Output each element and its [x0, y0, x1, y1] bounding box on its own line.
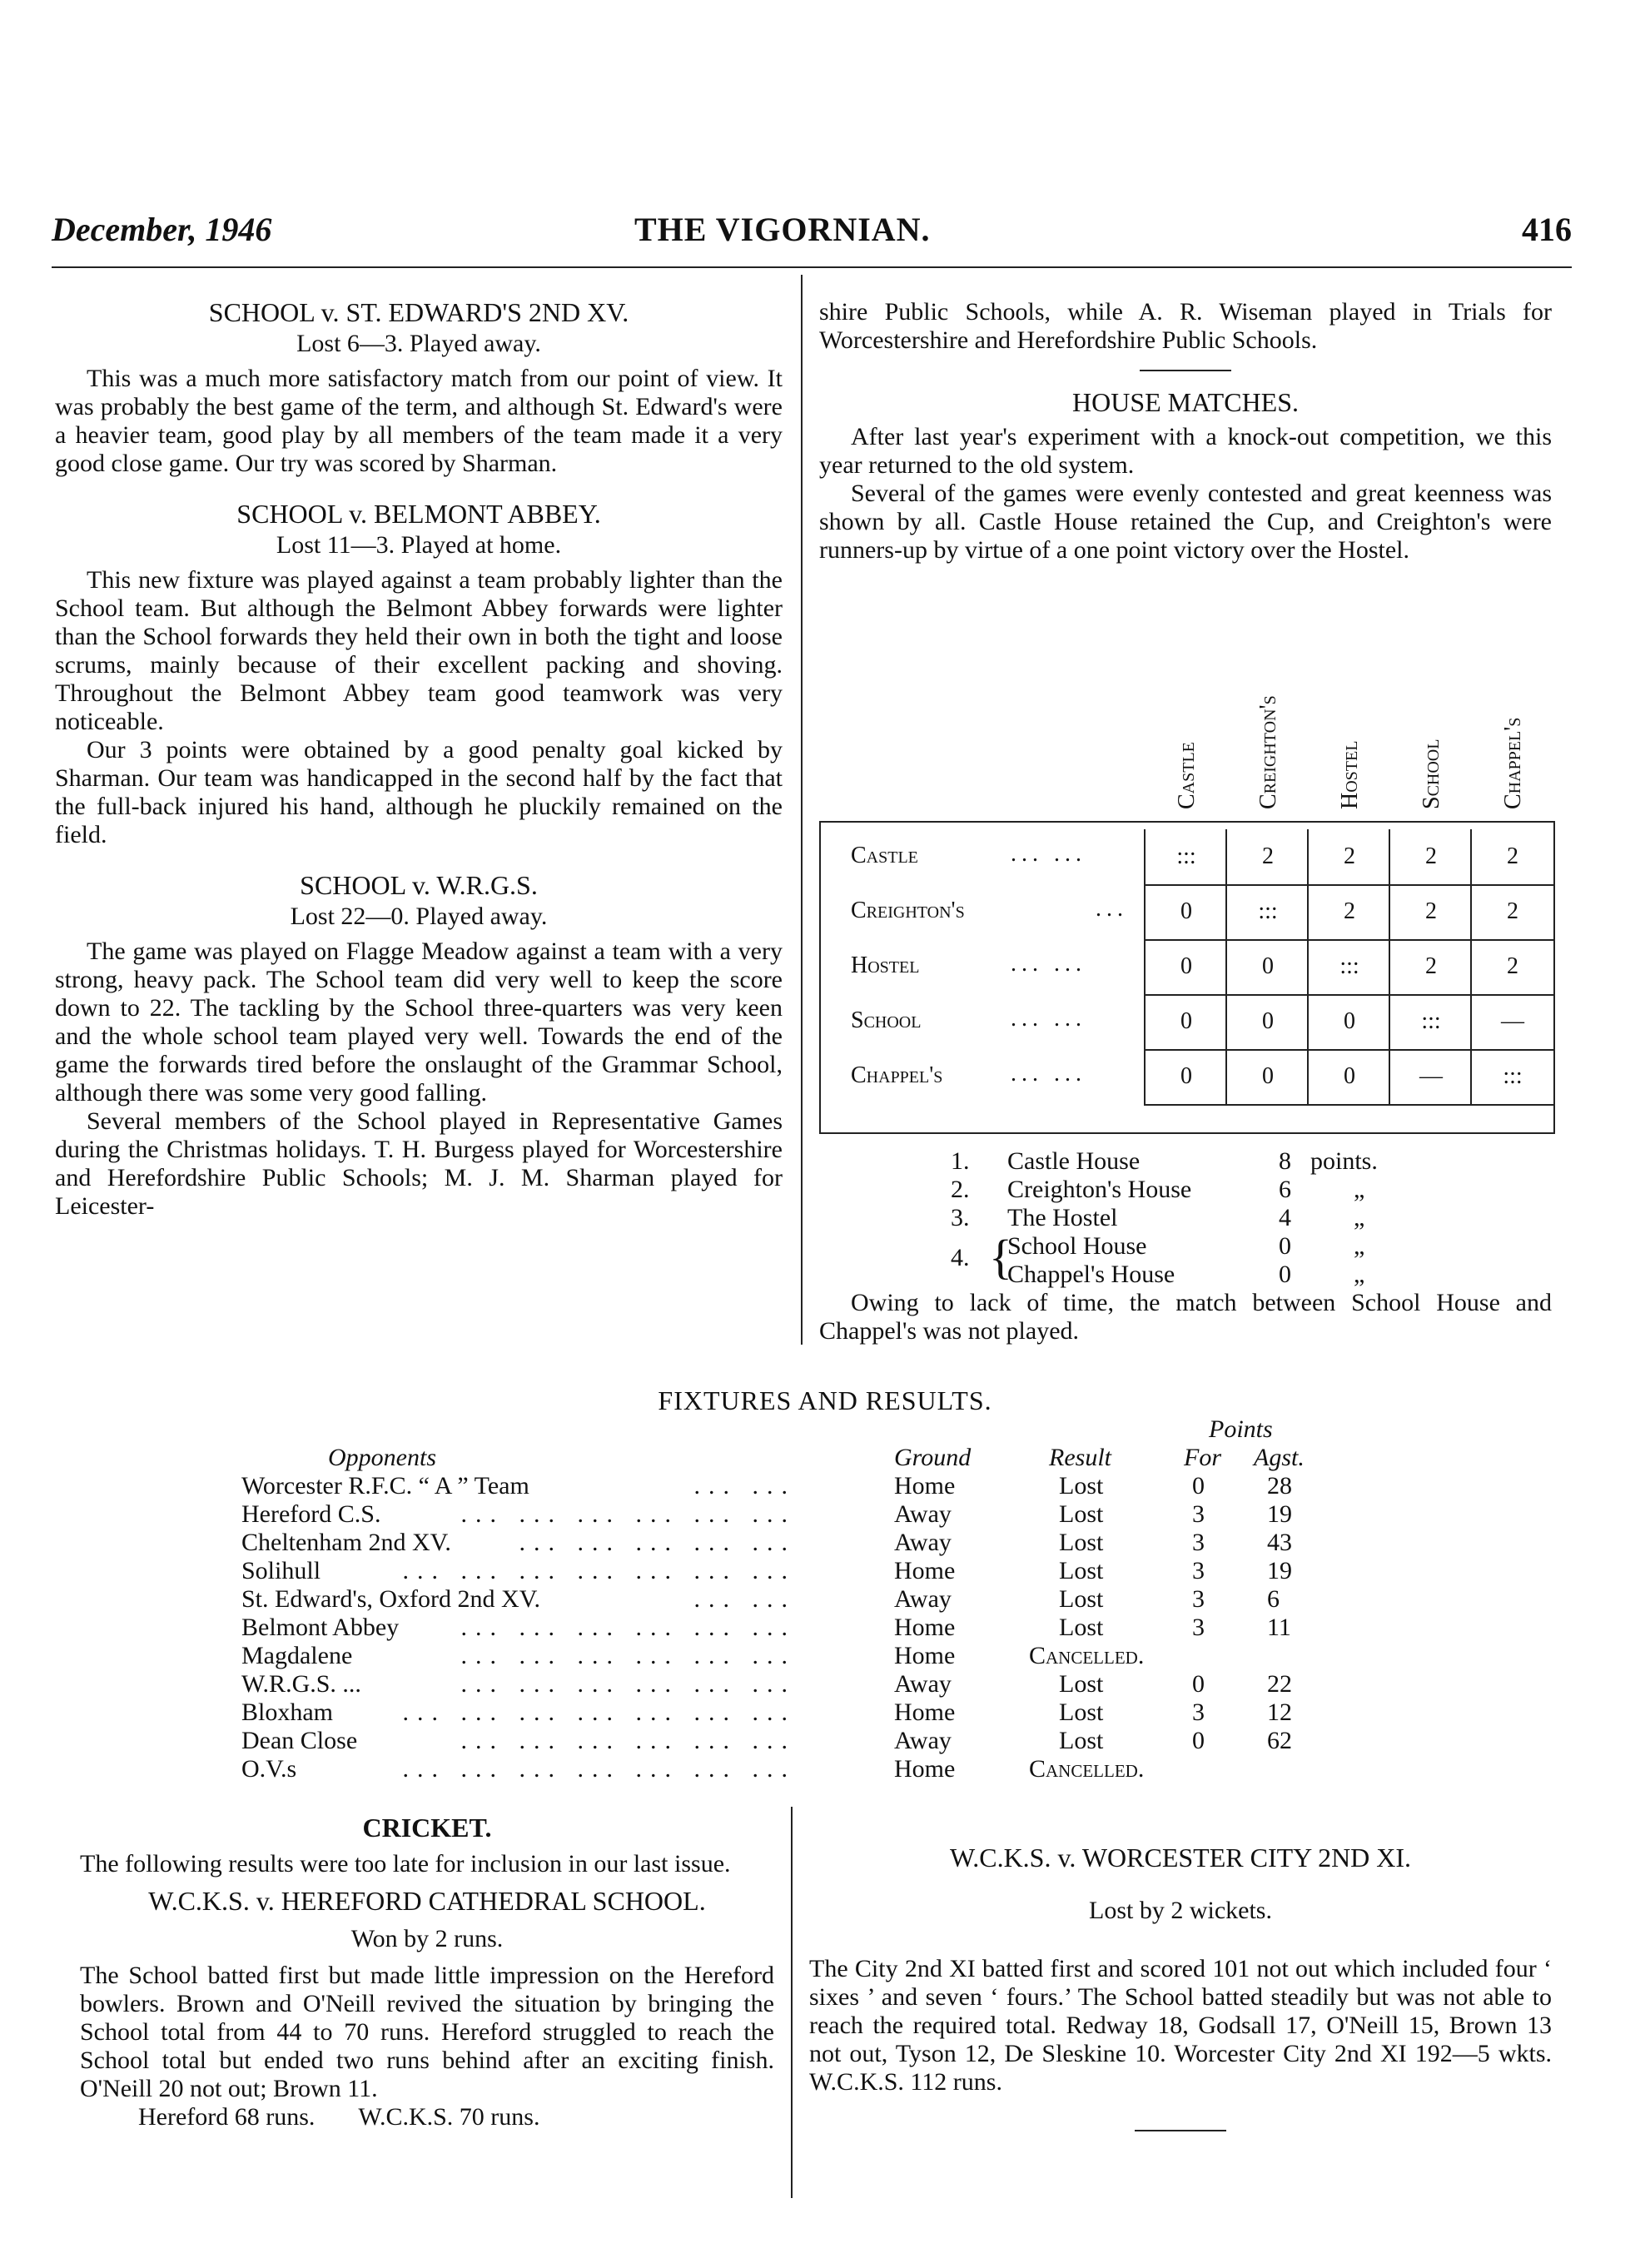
leader-dots: ... ... [1011, 951, 1086, 977]
fixture-points-against: 62 [1267, 1727, 1292, 1754]
fixture-ground: Home [894, 1755, 956, 1783]
house-score-cell: 2 [1389, 884, 1472, 941]
fixture-ground: Away [894, 1727, 952, 1754]
house-score-cell: — [1389, 1049, 1472, 1106]
house-score-cell: 2 [1470, 829, 1553, 886]
page-header [52, 210, 1572, 260]
leader-dots: ... ... ... ... ... ... ... [402, 1699, 796, 1726]
house-score-cell: — [1470, 994, 1553, 1051]
fixture-ground: Home [894, 1699, 956, 1726]
house-row [821, 1049, 1553, 1104]
fixture-points-for: 0 [1192, 1670, 1205, 1698]
fixture-row [241, 1614, 1340, 1642]
fixture-result: Lost [1059, 1699, 1104, 1726]
cricket-match-result: Won by 2 runs. [350, 1925, 504, 1952]
fixture-ground: Home [894, 1614, 956, 1641]
standing-pos: 4. [951, 1244, 970, 1271]
house-note [819, 1289, 1552, 1345]
fixture-points-for: 0 [1192, 1472, 1205, 1500]
fixture-result: Lost [1059, 1472, 1104, 1500]
fixture-points-for: 3 [1192, 1699, 1205, 1726]
standing-points: 0 [1279, 1232, 1291, 1260]
cricket-intro: The following results were too late for inclusion in our last issue. [80, 1850, 731, 1878]
header-result: Result [1049, 1444, 1111, 1471]
leader-dots: ... ... ... ... ... ... ... [402, 1755, 796, 1783]
fixture-ground: Away [894, 1670, 952, 1698]
fixtures-header-row [241, 1444, 1340, 1472]
fixture-result: Lost [1059, 1585, 1104, 1613]
fixture-row [241, 1585, 1340, 1614]
fixture-points-against: 22 [1267, 1670, 1292, 1698]
fixture-opponent: St. Edward's, Oxford 2nd XV. [241, 1585, 541, 1613]
fixture-row [241, 1670, 1340, 1699]
cricket-right [809, 1843, 1552, 2131]
house-note-text: Owing to lack of time, the match between School House and Chappel's was not played. [819, 1289, 1552, 1345]
fixture-result: Cancelled. [1029, 1755, 1145, 1783]
standing-unit: „ [1354, 1232, 1365, 1260]
fixture-result: Lost [1059, 1614, 1104, 1641]
match-report: This new fixture was played against a team probably lighter than the School team. But although the Belmont Abbey forwards were lighter than the School forwards they held their own in both the tight and loose scrums, mainly because of their excellent packing and shoving. Throughout the Belmont Abbey team good teamwork was very noticeable. [55, 566, 783, 735]
header-ground: Ground [894, 1444, 972, 1471]
fixture-points-for: 3 [1192, 1500, 1205, 1528]
leader-dots: ... ... [1011, 841, 1086, 867]
fixture-result: Lost [1059, 1529, 1104, 1556]
standing-pos: 2. [951, 1176, 970, 1203]
match-result: Lost 11—3. Played at home. [276, 531, 562, 559]
cricket-match-report: The School batted first but made little impression on the Hereford bowlers. Brown and O'Neill revived the situation by bringing the School total from 44 to 70 runs. Hereford struggled to reach the School total but ended two runs behind after an exciting finish. O'Neill 20 not out; Brown 11. [80, 1962, 774, 2102]
leader-dots: ... ... ... ... ... ... [460, 1500, 796, 1528]
cricket-match-title: W.C.K.S. v. HEREFORD CATHEDRAL SCHOOL. [148, 1886, 706, 1916]
house-score-cell: 2 [1470, 939, 1553, 996]
house-score-cell: 0 [1307, 1049, 1390, 1106]
standing-points: 0 [1279, 1261, 1291, 1288]
fixture-row [241, 1472, 1340, 1500]
fixture-row [241, 1755, 1340, 1783]
house-score-cell: ::: [1470, 1049, 1553, 1106]
match-report: This was a much more satisfactory match from our point of view. It was probably the best game of the term, and although St. Edward's were a heavier team, good play by all members of the team made it a very good close game. Our try was scored by Sharman. [55, 365, 783, 477]
fixture-result: Lost [1059, 1500, 1104, 1528]
fixture-result: Lost [1059, 1670, 1104, 1698]
match-report: Our 3 points were obtained by a good penalty goal kicked by Sharman. Our team was handicapped in the second half by the fact that the full-back injured his hand, although he pluckily remained on the field. [55, 736, 783, 848]
fixture-row [241, 1529, 1340, 1557]
house-row [821, 884, 1553, 939]
points-label: Points [1209, 1415, 1273, 1443]
fixture-opponent: Cheltenham 2nd XV. [241, 1529, 451, 1556]
leader-dots: ... ... [1011, 1061, 1086, 1087]
header-opponents: Opponents [328, 1444, 436, 1471]
fixture-ground: Home [894, 1557, 956, 1584]
house-score-cell: 0 [1144, 939, 1227, 996]
fixture-ground: Home [894, 1642, 956, 1669]
fixture-opponent: W.R.G.S. ... [241, 1670, 361, 1698]
match-result: Lost 6—3. Played away. [296, 330, 541, 357]
fixture-opponent: Hereford C.S. [241, 1500, 381, 1528]
fixture-points-against: 6 [1267, 1585, 1280, 1613]
standing-pos: 1. [951, 1147, 970, 1175]
standing-unit: „ [1354, 1261, 1365, 1288]
standing-pos: 3. [951, 1204, 970, 1231]
leader-dots: ... ... ... ... ... ... [460, 1727, 796, 1754]
fixture-row [241, 1557, 1340, 1585]
col-header-castle: Castle [1174, 742, 1200, 809]
house-score-cell: 0 [1144, 884, 1227, 941]
leader-dots: ... ... [693, 1472, 796, 1500]
header-for: For [1184, 1444, 1221, 1471]
col-header-school: School [1419, 739, 1444, 809]
house-score-cell: 0 [1225, 1049, 1309, 1106]
fixture-points-against: 28 [1267, 1472, 1292, 1500]
left-column [55, 298, 783, 1221]
house-score-cell: 2 [1389, 939, 1472, 996]
standing-unit: „ [1354, 1176, 1365, 1203]
leader-dots: ... [1096, 896, 1128, 922]
right-column [819, 298, 1552, 565]
house-row-name: Hostel [851, 952, 920, 978]
standing-house: School House [1007, 1232, 1147, 1260]
house-row-name: Creighton's [851, 898, 965, 923]
house-row-name: Chappel's [851, 1062, 943, 1088]
fixture-ground: Away [894, 1585, 952, 1613]
header-rule [52, 266, 1572, 268]
fixture-opponent: Magdalene [241, 1642, 353, 1669]
fixture-opponent: Solihull [241, 1557, 321, 1584]
standing-house: Chappel's House [1007, 1261, 1175, 1288]
standing-house: The Hostel [1007, 1204, 1118, 1231]
house-score-cell: 0 [1307, 994, 1390, 1051]
fixture-points-against: 43 [1267, 1529, 1292, 1556]
fixture-row [241, 1500, 1340, 1529]
standing-unit: points. [1310, 1147, 1378, 1175]
fixture-ground: Away [894, 1529, 952, 1556]
fixture-points-for: 3 [1192, 1529, 1205, 1556]
standing-house: Creighton's House [1007, 1176, 1192, 1203]
fixture-result: Lost [1059, 1557, 1104, 1584]
house-row-name: Castle [851, 843, 918, 868]
fixture-opponent: O.V.s [241, 1755, 297, 1783]
publication-title: THE VIGORNIAN. [634, 211, 931, 248]
fixture-points-for: 3 [1192, 1557, 1205, 1584]
fixture-row [241, 1699, 1340, 1727]
house-score-cell: 0 [1225, 994, 1309, 1051]
fixture-ground: Away [894, 1500, 952, 1528]
house-report: After last year's experiment with a knock-out competition, we this year returned to the old system. [819, 423, 1552, 479]
leader-dots: ... ... [1011, 1006, 1086, 1032]
match-title: SCHOOL v. W.R.G.S. [300, 870, 538, 900]
col-header-chappels: Chappel's [1500, 717, 1526, 809]
house-score-cell: ::: [1225, 884, 1309, 941]
house-score-cell: ::: [1144, 829, 1227, 886]
fixture-points-against: 19 [1267, 1500, 1292, 1528]
house-score-cell: 0 [1144, 1049, 1227, 1106]
match-result: Lost 22—0. Played away. [290, 903, 548, 930]
fixture-row [241, 1727, 1340, 1755]
match-report: The game was played on Flagge Meadow against a team with a very strong, heavy pack. The School team did very well to keep the score down to 22. The tackling by the School three-quarters was very keen and the whole school team played very well. Towards the end of the game the forwards tired before the onslaught of the Grammar School, although there was some very good falling. [55, 938, 783, 1107]
cricket-match-title: W.C.K.S. v. WORCESTER CITY 2ND XI. [949, 1843, 1412, 1873]
house-report: Several of the games were evenly contested and great keenness was shown by all. Castle House retained the Cup, and Creighton's were runners-up by virtue of a one point victory over the Hostel. [819, 480, 1552, 564]
house-score-cell: 2 [1470, 884, 1553, 941]
leader-dots: ... ... ... ... ... ... [460, 1670, 796, 1698]
cricket-match-report: The City 2nd XI batted first and scored 101 not out which included four ‘ sixes ’ and seven ‘ fours.’ The School batted steadily but was not able to reach the required total. Redway 18, Godsall 17, O'Neill 15, Brown 13 not out, Tyson 12, De Sleskine 10. Worcester City 2nd XI 192—5 wkts. W.C.K.S. 112 runs. [809, 1955, 1552, 2096]
fixture-points-against: 12 [1267, 1699, 1292, 1726]
column-divider-lower [791, 1807, 793, 2198]
col-header-creightons: Creighton's [1255, 695, 1281, 809]
leader-dots: ... ... [693, 1585, 796, 1613]
house-score-cell: 0 [1225, 939, 1309, 996]
fixtures-points-header [241, 1415, 1340, 1444]
standing-points: 8 [1279, 1147, 1291, 1175]
leader-dots: ... ... ... ... ... ... [460, 1642, 796, 1669]
leader-dots: ... ... ... ... ... [519, 1529, 796, 1556]
standing-house: Castle House [1007, 1147, 1141, 1175]
fixture-points-for: 3 [1192, 1614, 1205, 1641]
issue-date: December, 1946 [52, 211, 272, 248]
fixture-points-for: 0 [1192, 1727, 1205, 1754]
fixture-row [241, 1642, 1340, 1670]
fixture-opponent: Belmont Abbey [241, 1614, 400, 1641]
house-row [821, 829, 1553, 884]
fixtures-title: FIXTURES AND RESULTS. [658, 1385, 992, 1415]
house-row-name: School [851, 1007, 922, 1033]
match-title: SCHOOL v. BELMONT ABBEY. [236, 499, 601, 529]
house-results-table [819, 821, 1555, 1134]
house-score-cell: 2 [1389, 829, 1472, 886]
house-score-cell: ::: [1307, 939, 1390, 996]
standing-unit: „ [1354, 1204, 1365, 1231]
fixture-opponent: Worcester R.F.C. “ A ” Team [241, 1472, 529, 1500]
house-score-cell: 2 [1307, 884, 1390, 941]
page-number: 416 [1522, 211, 1572, 248]
leader-dots: ... ... ... ... ... ... ... [402, 1557, 796, 1584]
fixture-points-for: 3 [1192, 1585, 1205, 1613]
match-title: SCHOOL v. ST. EDWARD'S 2ND XV. [208, 297, 629, 327]
header-agst: Agst. [1254, 1444, 1305, 1471]
fixture-points-against: 11 [1267, 1614, 1291, 1641]
house-score-cell: 0 [1144, 994, 1227, 1051]
cricket-title: CRICKET. [362, 1813, 492, 1843]
fixture-opponent: Bloxham [241, 1699, 333, 1726]
col-header-hostel: Hostel [1337, 740, 1363, 809]
house-matches-title: HOUSE MATCHES. [1071, 387, 1300, 417]
fixture-ground: Home [894, 1472, 956, 1500]
house-score-cell: ::: [1389, 994, 1472, 1051]
cricket-left [80, 1813, 774, 2131]
fixture-points-against: 19 [1267, 1557, 1292, 1584]
leader-dots: ... ... ... ... ... ... [460, 1614, 796, 1641]
fixture-result: Cancelled. [1029, 1642, 1145, 1669]
fixture-result: Lost [1059, 1727, 1104, 1754]
section-rule [1140, 370, 1231, 371]
house-score-cell: 2 [1307, 829, 1390, 886]
fixture-opponent: Dean Close [241, 1727, 358, 1754]
standing-points: 6 [1279, 1176, 1291, 1203]
standing-points: 4 [1279, 1204, 1291, 1231]
tie-brace: { [989, 1230, 1012, 1284]
cricket-match-result: Lost by 2 wickets. [1089, 1897, 1272, 1924]
match-report: Several members of the School played in Representative Games during the Christmas holidays. T. H. Burgess played for Worcestershire and Herefordshire Public Schools; M. J. M. Sharman played for Leicester- [55, 1107, 783, 1220]
cricket-match-score: Hereford 68 runs. W.C.K.S. 70 runs. [138, 2103, 540, 2131]
house-row [821, 994, 1553, 1049]
report-continuation: shire Public Schools, while A. R. Wiseman played in Trials for Worcestershire and Herefordshire Public Schools. [819, 298, 1552, 354]
column-divider [801, 275, 803, 1345]
house-row [821, 939, 1553, 994]
house-score-cell: 2 [1225, 829, 1309, 886]
section-rule [1135, 2130, 1226, 2131]
